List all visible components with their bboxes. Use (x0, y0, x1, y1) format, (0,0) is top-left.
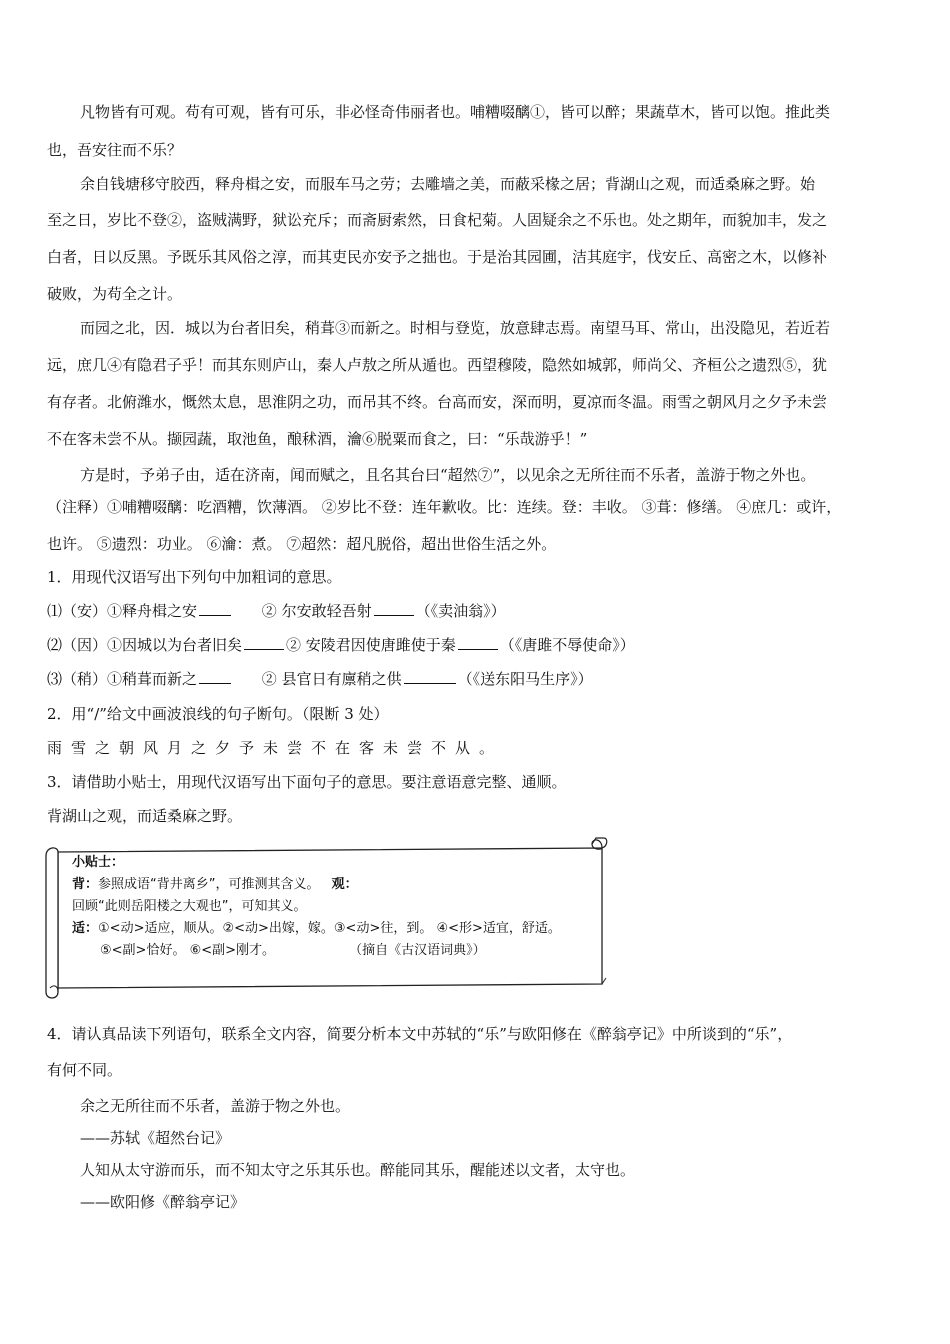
tip-heading: 小贴士： (72, 855, 125, 870)
answer-blank-yin-1[interactable] (244, 635, 284, 650)
q1-item-shao (47, 669, 907, 689)
tip-bei-text: 参照成语“背井离乡”，可推测其含义。 (98, 877, 320, 892)
passage-p3-line1: 而园之北，因．城以为台者旧矣，稍葺③而新之。时相与登览，放意肆志焉。南望马耳、常山，出没隐见，若近若 (80, 319, 831, 337)
tip-shi-line (72, 920, 561, 938)
answer-blank-an-2[interactable] (374, 601, 414, 616)
answer-blank-shao-1[interactable] (199, 669, 231, 684)
q1-shao-label: ⑶（稍）①稍葺而新之 (47, 670, 198, 688)
tip-shi-text: ①<动>适应，顺从。②<动>出嫁，嫁。③<动>往，到。 ④<形>适宜，舒适。 (98, 921, 561, 936)
q4-title-line1: 4．请认真品读下列语句，联系全文内容，简要分析本文中苏轼的“乐”与欧阳修在《醉翁亭记》中所谈到的“乐”， (47, 1025, 793, 1043)
q2-sentence[interactable]: 雨雪之朝风月之夕予未尝不在客未尝不从。 (47, 739, 504, 757)
tip-guan-text: 回顾“此则岳阳楼之大观也”，可知其义。 (72, 899, 307, 914)
tip-scroll-frame (40, 836, 610, 1000)
passage-p2-line4: 破败，为苟全之计。 (47, 285, 183, 303)
passage-p2-line1: 余自钱塘移守胶西，释舟楫之安，而服车马之劳；去雕墙之美，而蔽采椽之居；背湖山之观，而适桑麻之野。始 (80, 175, 816, 193)
tip-guan-label: 观： (331, 877, 358, 892)
q1-shao-part2: ② 县官日有廪稍之供 (261, 670, 402, 688)
tip-shi-line2 (100, 942, 486, 960)
answer-blank-yin-2[interactable] (458, 635, 498, 650)
answer-blank-shao-2[interactable] (404, 669, 456, 684)
tip-shi-text2: ⑤<副>恰好。 ⑥<副>刚才。 (100, 943, 276, 958)
notes-line1: （注释）①哺糟啜醨：吃酒糟，饮薄酒。 ②岁比不登：连年歉收。比：连续。登：丰收。 ③葺：修缮。 ④庶几：或许， (47, 498, 842, 516)
answer-blank-an-1[interactable] (199, 601, 231, 616)
q4-quote1: 余之无所往而不乐者，盖游于物之外也。 (80, 1097, 351, 1115)
passage-p4-line1: 方是时，予弟子由，适在济南，闻而赋之，且名其台曰“超然⑦”，以见余之无所往而不乐者，盖游于物之外也。 (80, 466, 816, 484)
q4-title-line2: 有何不同。 (47, 1061, 123, 1079)
passage-p3-line2: 远，庶几④有隐君子乎！而其东则庐山，秦人卢敖之所从遁也。西望穆陵，隐然如城郭，师尚父、齐桓公之遗烈⑤，犹 (47, 356, 828, 374)
passage-p3-line3: 有存者。北俯潍水，慨然太息，思淮阴之功，而吊其不终。台高而安，深而明，夏凉而冬温。雨雪之朝风月之夕予未尝 (47, 393, 828, 411)
q1-item-yin (47, 635, 907, 655)
q1-title: 1．用现代汉语写出下列句中加粗词的意思。 (47, 568, 342, 586)
q1-an-label: ⑴（安）①释舟楫之安 (47, 602, 198, 620)
tip-source: （摘自《古汉语词典》） (349, 943, 486, 958)
q3-sentence: 背湖山之观，而适桑麻之野。 (47, 807, 243, 825)
q3-title: 3．请借助小贴士，用现代汉语写出下面句子的意思。要注意语意完整、通顺。 (47, 773, 567, 791)
q1-shao-source: （《送东阳马生序》） (457, 670, 593, 688)
tip-bei-line (72, 876, 358, 894)
passage-p2-line3: 白者，日以反黑。予既乐其风俗之淳，而其吏民亦安予之拙也。于是治其园圃，洁其庭宇，伐安丘、高密之木，以修补 (47, 248, 828, 266)
q1-yin-label: ⑵（因）①因城以为台者旧矣 (47, 636, 243, 654)
q4-author1: ——苏轼《超然台记》 (80, 1129, 231, 1147)
q1-yin-part2: ② 安陵君因使唐雎使于秦 (286, 636, 456, 654)
passage-p2-line2: 至之日，岁比不登②，盗贼满野，狱讼充斥；而斋厨索然，日食杞菊。人固疑余之不乐也。处之期年，而貌加丰，发之 (47, 211, 828, 229)
q1-an-part2: ② 尔安敢轻吾射 (261, 602, 372, 620)
tip-shi-label: 适： (72, 921, 99, 936)
q2-title: 2．用“/”给文中画波浪线的句子断句。（限断 3 处） (47, 705, 389, 723)
scroll-outline-icon (40, 836, 610, 1000)
passage-p1-line2: 也，吾安往而不乐？ (47, 141, 183, 159)
notes-line2: 也许。 ⑤遗烈：功业。 ⑥瀹：煮。 ⑦超然：超凡脱俗，超出世俗生活之外。 (47, 535, 557, 553)
q1-yin-source: （《唐雎不辱使命》） (499, 636, 635, 654)
passage-p3-line4: 不在客未尝不从。撷园蔬，取池鱼，酿秫酒，瀹⑥脱粟而食之，曰：“乐哉游乎！” (47, 430, 588, 448)
tip-bei-label: 背： (72, 877, 99, 892)
q4-quote2: 人知从太守游而乐，而不知太守之乐其乐也。醉能同其乐，醒能述以文者，太守也。 (80, 1161, 636, 1179)
passage-p1-line1: 凡物皆有可观。苟有可观，皆有可乐，非必怪奇伟丽者也。哺糟啜醨①，皆可以醉；果蔬草木，皆可以饱。推此类 (80, 103, 831, 121)
q1-an-source: （《卖油翁》） (415, 602, 506, 620)
q4-author2: ——欧阳修《醉翁亭记》 (80, 1193, 246, 1211)
q1-item-an (47, 601, 907, 621)
